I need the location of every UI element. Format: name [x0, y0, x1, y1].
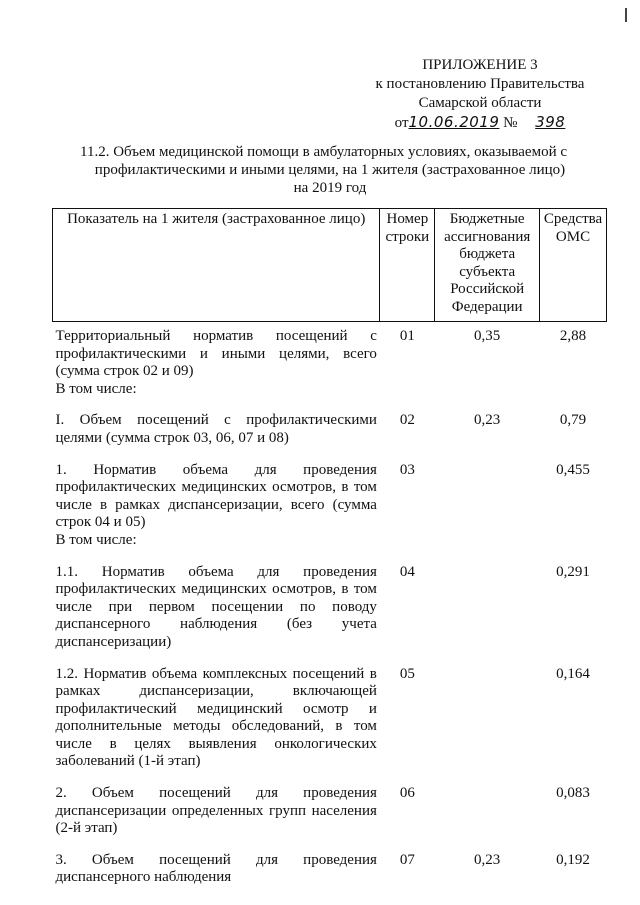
row-oms: 2,88	[559, 328, 587, 344]
number-value: 398	[535, 113, 566, 131]
row-oms: 0,083	[556, 785, 590, 802]
row-number: 02	[399, 412, 415, 429]
appendix-date-line	[360, 113, 600, 133]
row-oms: 0,291	[556, 563, 590, 580]
row-budget	[435, 462, 540, 564]
row-oms: 0,192	[556, 851, 590, 868]
title-line-2: профилактическими и иными целями, на 1 жителя (застрахованное лицо)	[94, 162, 566, 178]
table-row	[53, 322, 607, 413]
table-header-row	[53, 209, 607, 322]
row-budget: 0,23	[474, 412, 501, 429]
row-budget	[435, 666, 540, 786]
indicator-table	[52, 208, 607, 887]
table-row	[53, 564, 607, 666]
row-budget	[435, 564, 540, 666]
row-number: 07	[399, 851, 415, 868]
row-number: 05	[399, 665, 415, 682]
row-subheading: В том числе:	[55, 380, 137, 397]
row-indicator: I. Объем посещений с профилактическими целями (сумма строк 03, 06, 07 и 08)	[55, 412, 377, 446]
date-value: 10.06.2019	[408, 113, 500, 131]
row-oms: 0,164	[556, 665, 590, 682]
row-budget: 0,23	[474, 851, 501, 868]
row-indicator: 1.2. Норматив объема комплексных посещений в рамках диспансеризации, включающей профилактический медицинский осмотр и дополнительные методы обследований, в том числе в целях выявления онкологических заболеваний (1-й этап)	[55, 665, 377, 770]
appendix-line-2: к постановлению Правительства	[375, 76, 585, 92]
title-line-3: на 2019 год	[293, 180, 367, 196]
title-line-1: 11.2. Объем медицинской помощи в амбулаторных условиях, оказываемой с	[80, 144, 568, 160]
row-budget	[435, 785, 540, 852]
table-row	[53, 462, 607, 564]
date-prefix: от	[394, 115, 409, 131]
appendix-line-3: Самарской области	[418, 95, 542, 111]
page-edge-mark	[625, 8, 627, 22]
row-indicator: Территориальный норматив посещений с профилактическими и иными целями, всего (сумма строк 02 и 09)	[55, 328, 377, 380]
table-row	[53, 412, 607, 461]
header-row-number: Номер строки	[380, 209, 435, 322]
row-number: 01	[399, 328, 415, 344]
section-title	[80, 143, 580, 197]
table-row	[53, 852, 607, 887]
row-oms: 0,455	[556, 461, 590, 478]
row-indicator: 2. Объем посещений для проведения диспансеризации определенных групп населения (2-й этап)	[55, 785, 377, 837]
row-subheading: В том числе:	[55, 531, 137, 548]
row-indicator: 3. Объем посещений для проведения диспансерного наблюдения	[55, 851, 377, 886]
header-oms: Средства ОМС	[540, 209, 607, 322]
number-prefix: №	[503, 115, 518, 131]
row-number: 06	[399, 785, 415, 802]
row-budget: 0,35	[474, 328, 501, 344]
row-number: 04	[399, 563, 415, 580]
row-indicator: 1.1. Норматив объема для проведения профилактических медицинских осмотров, в том числе при первом посещении по поводу диспансерного наблюдения (без учета диспансеризации)	[55, 563, 377, 650]
table-row	[53, 666, 607, 786]
appendix-title: ПРИЛОЖЕНИЕ 3	[422, 57, 538, 73]
row-indicator: 1. Норматив объема для проведения профилактических медицинских осмотров, в том числе в рамках диспансеризации, всего (сумма строк 04 и 05)	[55, 461, 377, 531]
header-indicator: Показатель на 1 жителя (застрахованное лицо)	[53, 209, 380, 322]
row-oms: 0,79	[559, 412, 587, 429]
row-number: 03	[399, 461, 415, 478]
appendix-header	[360, 56, 600, 133]
header-budget: Бюджетные ассигнования бюджета субъекта Российской Федерации	[435, 209, 540, 322]
table-row	[53, 785, 607, 852]
